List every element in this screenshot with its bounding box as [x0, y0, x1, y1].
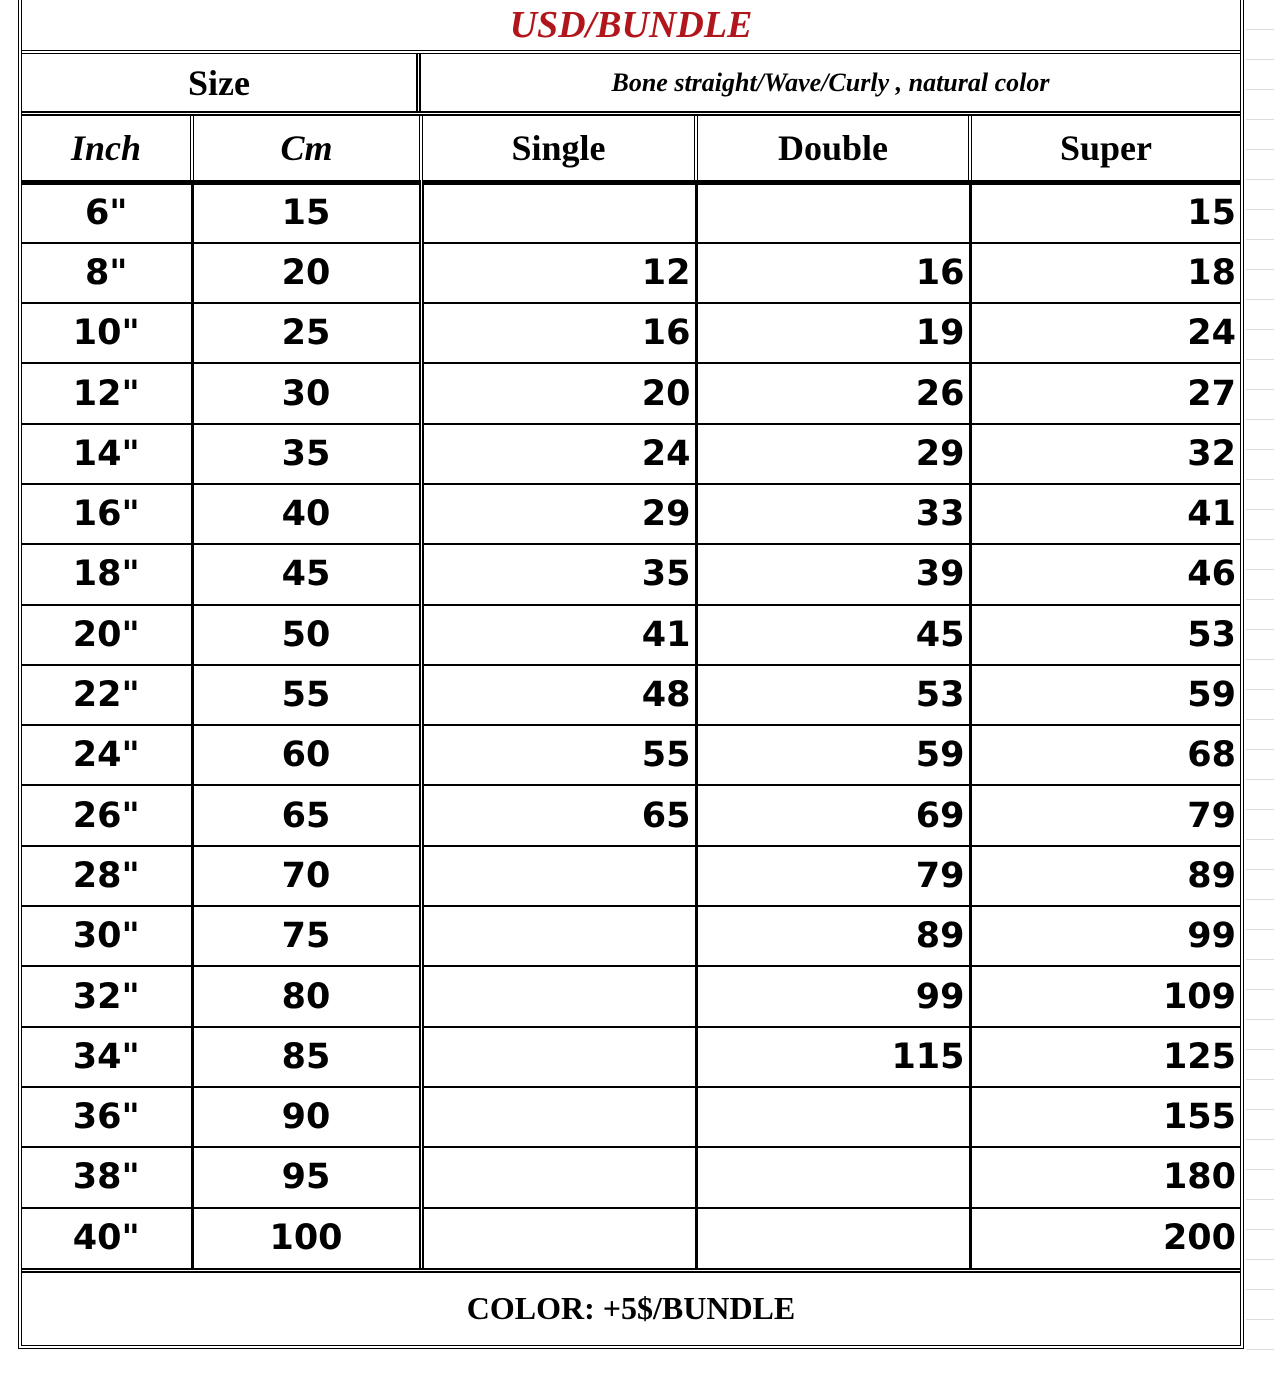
double-price-cell: 45 — [696, 605, 970, 665]
cm-cell: 55 — [192, 665, 421, 725]
cm-cell: 100 — [192, 1208, 421, 1268]
super-price-cell: 89 — [970, 846, 1240, 906]
double-price-cell: 19 — [696, 303, 970, 363]
super-price-cell: 59 — [970, 665, 1240, 725]
single-price-cell: 29 — [421, 484, 696, 544]
single-price-cell: 65 — [421, 785, 696, 845]
inch-cell: 22" — [22, 665, 192, 725]
table-row — [22, 785, 1240, 845]
table-row — [22, 1027, 1240, 1087]
inch-cell: 10" — [22, 303, 192, 363]
inch-cell: 14" — [22, 424, 192, 484]
super-price-cell: 24 — [970, 303, 1240, 363]
double-price-cell: 89 — [696, 906, 970, 966]
single-price-cell: 35 — [421, 544, 696, 604]
single-price-cell: 24 — [421, 424, 696, 484]
single-price-cell — [421, 183, 696, 243]
cm-cell: 90 — [192, 1087, 421, 1147]
double-price-cell: 26 — [696, 363, 970, 423]
double-price-cell: 79 — [696, 846, 970, 906]
table-row — [22, 363, 1240, 423]
cm-cell: 85 — [192, 1027, 421, 1087]
cm-cell: 65 — [192, 785, 421, 845]
texture-group-header: Bone straight/Wave/Curly , natural color — [611, 67, 1050, 97]
inch-cell: 26" — [22, 785, 192, 845]
table-row — [22, 1147, 1240, 1207]
single-price-cell — [421, 1208, 696, 1268]
cm-cell: 60 — [192, 725, 421, 785]
single-price-cell: 41 — [421, 605, 696, 665]
single-price-cell — [421, 1087, 696, 1147]
cm-cell: 95 — [192, 1147, 421, 1207]
single-price-cell: 12 — [421, 243, 696, 303]
double-price-cell: 99 — [696, 966, 970, 1026]
super-price-cell: 18 — [970, 243, 1240, 303]
inch-cell: 18" — [22, 544, 192, 604]
table-row — [22, 966, 1240, 1026]
double-price-cell — [696, 1087, 970, 1147]
double-price-cell: 33 — [696, 484, 970, 544]
price-table-body — [22, 183, 1240, 1268]
cm-cell: 75 — [192, 906, 421, 966]
page-edge-lines — [1246, 0, 1274, 1379]
super-price-cell: 155 — [970, 1087, 1240, 1147]
cm-cell: 80 — [192, 966, 421, 1026]
table-row — [22, 725, 1240, 785]
inch-cell: 40" — [22, 1208, 192, 1268]
inch-cell: 28" — [22, 846, 192, 906]
super-price-cell: 15 — [1187, 193, 1236, 234]
double-price-cell: 59 — [696, 725, 970, 785]
super-price-cell: 200 — [970, 1208, 1240, 1268]
cm-cell: 45 — [192, 544, 421, 604]
super-price-cell: 68 — [970, 725, 1240, 785]
column-header-row — [22, 116, 1240, 183]
cm-cell: 25 — [192, 303, 421, 363]
table-row — [22, 484, 1240, 544]
single-price-cell: 55 — [421, 725, 696, 785]
double-price-cell — [696, 1208, 970, 1268]
inch-cell: 30" — [22, 906, 192, 966]
single-price-cell — [421, 906, 696, 966]
double-price-cell: 69 — [696, 785, 970, 845]
super-price-cell: 32 — [970, 424, 1240, 484]
super-price-cell: 109 — [970, 966, 1240, 1026]
cm-cell: 20 — [192, 243, 421, 303]
single-price-cell — [421, 846, 696, 906]
table-row — [22, 846, 1240, 906]
table-row — [22, 183, 1240, 243]
double-price-cell: 39 — [696, 544, 970, 604]
single-price-cell: 48 — [421, 665, 696, 725]
inch-cell: 16" — [22, 484, 192, 544]
inch-cell: 20" — [22, 605, 192, 665]
price-sheet — [18, 0, 1244, 1349]
single-price-cell: 20 — [421, 363, 696, 423]
table-row — [22, 665, 1240, 725]
cm-cell: 70 — [192, 846, 421, 906]
inch-cell: 36" — [22, 1087, 192, 1147]
page-title: USD/BUNDLE — [509, 4, 753, 46]
column-header-cm: Cm — [192, 116, 421, 183]
cm-cell: 30 — [192, 363, 421, 423]
cm-cell: 35 — [192, 424, 421, 484]
double-price-cell: 29 — [696, 424, 970, 484]
double-price-cell — [696, 183, 970, 243]
inch-cell: 34" — [22, 1027, 192, 1087]
single-price-cell — [421, 1147, 696, 1207]
inch-cell: 38" — [22, 1147, 192, 1207]
column-header-super: Super — [970, 116, 1240, 183]
column-header-single: Single — [421, 116, 696, 183]
inch-cell: 24" — [22, 725, 192, 785]
super-price-cell: 79 — [970, 785, 1240, 845]
double-price-cell: 53 — [696, 665, 970, 725]
column-header-double: Double — [696, 116, 970, 183]
table-row — [22, 303, 1240, 363]
cm-cell: 40 — [192, 484, 421, 544]
double-price-cell: 16 — [696, 243, 970, 303]
table-row — [22, 1208, 1240, 1268]
super-price-cell: 53 — [970, 605, 1240, 665]
inch-cell: 32" — [22, 966, 192, 1026]
inch-cell: 12" — [22, 363, 192, 423]
column-header-inch: Inch — [22, 116, 192, 183]
color-surcharge-note: COLOR: +5$/BUNDLE — [22, 1268, 1240, 1344]
title-row — [22, 0, 1240, 54]
double-price-cell: 115 — [696, 1027, 970, 1087]
inch-cell: 6" — [22, 183, 192, 243]
super-price-cell: 27 — [970, 363, 1240, 423]
size-group-header: Size — [22, 54, 421, 111]
table-row — [22, 605, 1240, 665]
inch-cell: 8" — [22, 243, 192, 303]
table-row — [22, 544, 1240, 604]
cm-cell: 15 — [192, 183, 421, 243]
single-price-cell: 16 — [421, 303, 696, 363]
table-row — [22, 243, 1240, 303]
super-price-cell: 180 — [970, 1147, 1240, 1207]
table-row — [22, 906, 1240, 966]
super-price-cell: 99 — [970, 906, 1240, 966]
super-price-cell: 125 — [970, 1027, 1240, 1087]
table-row — [22, 1087, 1240, 1147]
group-header-row — [22, 54, 1240, 116]
super-price-cell: 41 — [970, 484, 1240, 544]
super-price-cell: 46 — [970, 544, 1240, 604]
cm-cell: 50 — [192, 605, 421, 665]
table-row — [22, 424, 1240, 484]
price-table — [22, 116, 1240, 1268]
single-price-cell — [421, 966, 696, 1026]
single-price-cell — [421, 1027, 696, 1087]
double-price-cell — [696, 1147, 970, 1207]
